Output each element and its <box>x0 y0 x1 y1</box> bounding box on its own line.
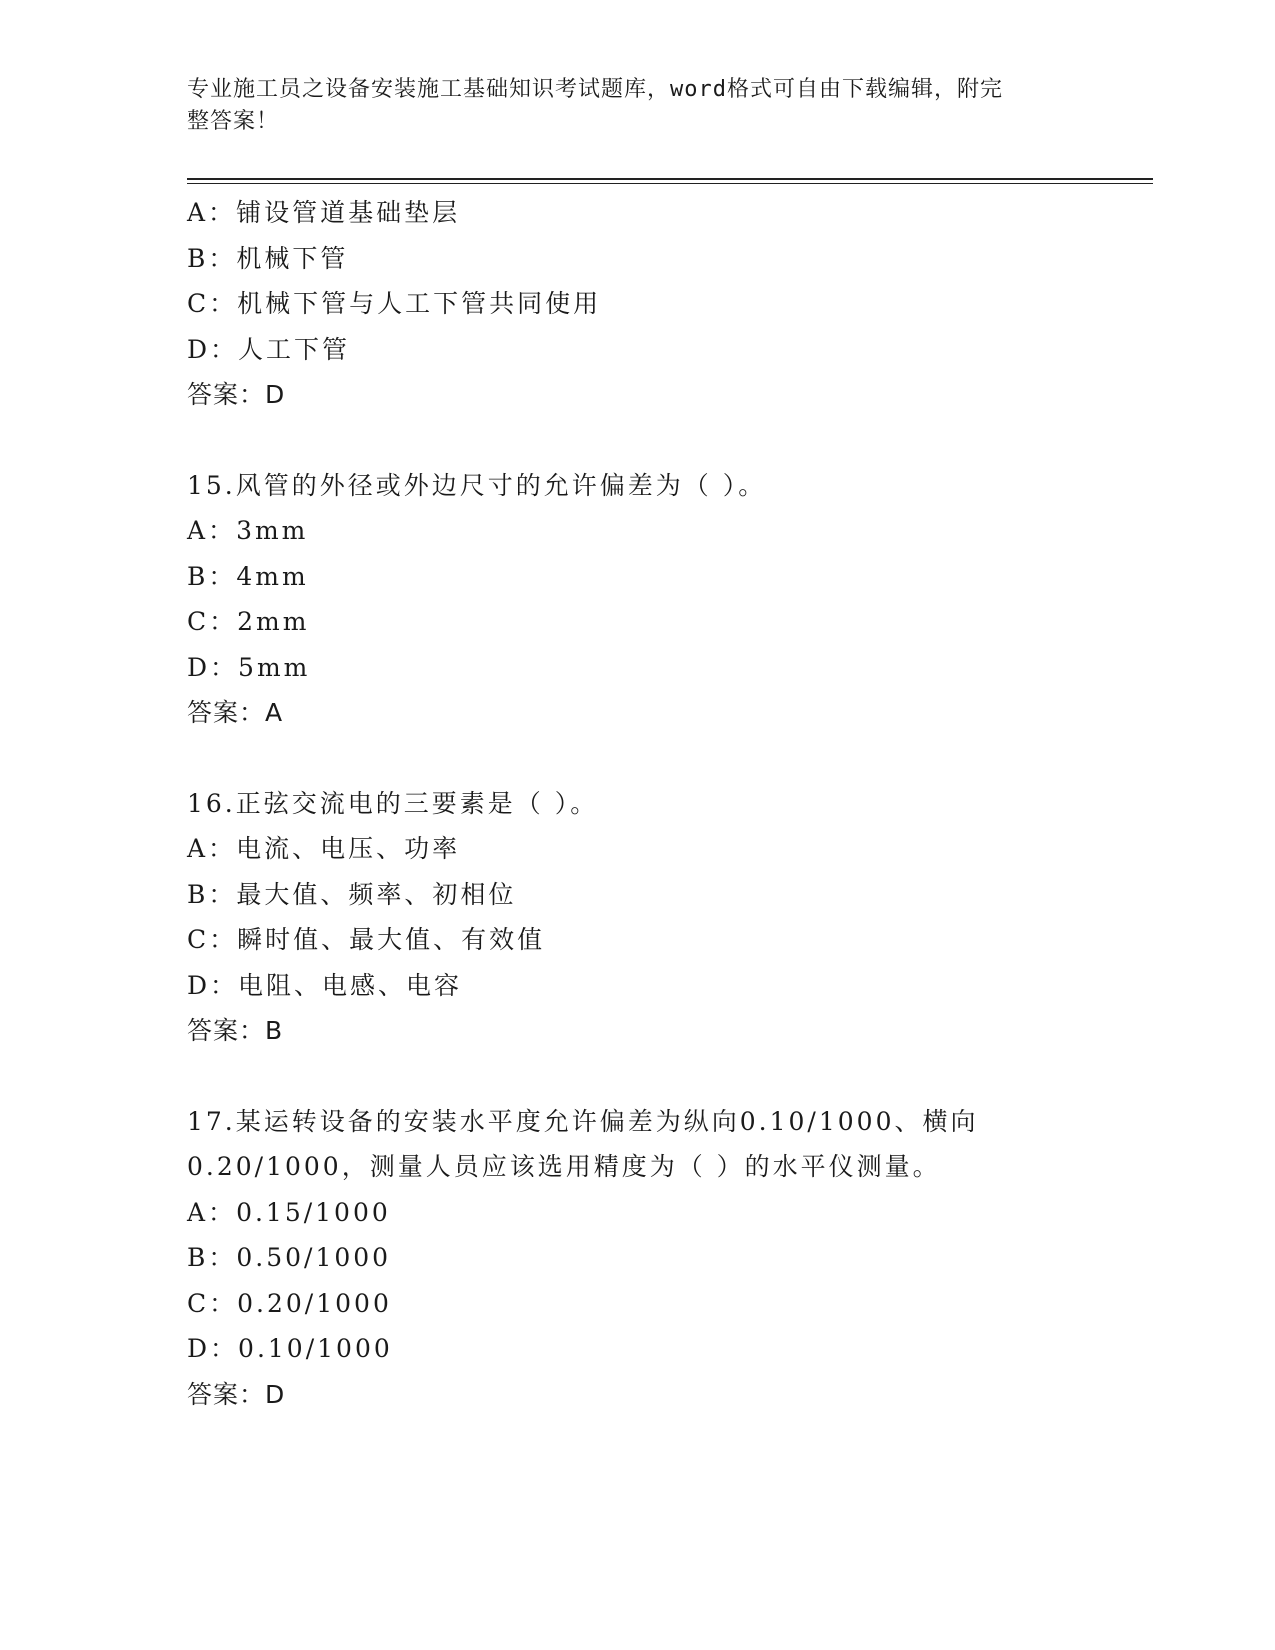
answer-value: D <box>265 1379 286 1409</box>
option-a <box>187 190 1147 236</box>
option-label: B： <box>187 879 237 909</box>
option-c <box>187 1281 1147 1327</box>
option-text: 0.15/1000 <box>236 1197 391 1227</box>
option-text: 5mm <box>238 652 311 682</box>
header-divider-thin <box>187 183 1153 184</box>
option-c <box>187 281 1147 327</box>
option-b <box>187 872 1147 918</box>
option-text: 机械下管与人工下管共同使用 <box>237 289 602 318</box>
answer-label: 答案： <box>187 380 266 409</box>
option-label: A： <box>187 834 237 863</box>
option-text: 0.50/1000 <box>236 1243 392 1272</box>
question-17 <box>187 1099 1147 1418</box>
option-text: 2mm <box>237 607 310 636</box>
option-c <box>187 599 1147 645</box>
option-label: B： <box>187 243 237 273</box>
answer-line <box>187 1008 1147 1054</box>
header-line-1: 专业施工员之设备安装施工基础知识考试题库，word格式可自由下载编辑，附完 <box>187 77 1003 102</box>
option-text: 人工下管 <box>238 334 351 364</box>
question-stem <box>187 1099 1147 1190</box>
answer-line <box>187 690 1147 736</box>
option-text: 机械下管 <box>236 243 349 273</box>
continued-question <box>187 190 1147 418</box>
option-text: 铺设管道基础垫层 <box>236 198 461 227</box>
answer-value: A <box>265 698 284 727</box>
option-label: C： <box>187 289 238 318</box>
question-15 <box>187 463 1147 736</box>
option-label: C： <box>187 925 238 954</box>
answer-label: 答案： <box>187 1379 266 1409</box>
option-label: D： <box>187 652 239 682</box>
option-text: 电流、电压、功率 <box>236 834 461 863</box>
option-label: D： <box>187 334 239 364</box>
option-label: A： <box>187 516 237 545</box>
option-text: 0.20/1000 <box>237 1288 392 1318</box>
option-label: D： <box>187 970 239 1000</box>
answer-line <box>187 1372 1147 1418</box>
question-list <box>187 190 1147 1417</box>
option-a <box>187 508 1147 554</box>
question-stem <box>187 781 1147 827</box>
option-d <box>187 645 1147 691</box>
stem-line: 16.正弦交流电的三要素是（ ）。 <box>187 788 599 818</box>
option-label: C： <box>187 1288 238 1318</box>
answer-label: 答案： <box>187 698 266 727</box>
option-c <box>187 917 1147 963</box>
option-label: C： <box>187 607 238 636</box>
stem-line: 17.某运转设备的安装水平度允许偏差为纵向0.10/1000、横向 <box>187 1106 979 1136</box>
option-a <box>187 826 1147 872</box>
option-b <box>187 554 1147 600</box>
option-d <box>187 1326 1147 1372</box>
document-header <box>187 74 1067 138</box>
question-stem <box>187 463 1147 509</box>
option-text: 瞬时值、最大值、有效值 <box>237 925 546 954</box>
header-line-2: 整答案！ <box>187 109 280 134</box>
option-b <box>187 236 1147 282</box>
option-d <box>187 963 1147 1009</box>
option-a <box>187 1190 1147 1236</box>
answer-value: D <box>265 380 286 409</box>
option-text: 0.10/1000 <box>238 1334 393 1363</box>
option-label: A： <box>187 1197 237 1227</box>
stem-line: 0.20/1000，测量人员应该选用精度为（ ）的水平仪测量。 <box>187 1152 941 1181</box>
option-b <box>187 1235 1147 1281</box>
stem-line: 15.风管的外径或外边尺寸的允许偏差为（ ）。 <box>187 470 767 500</box>
question-16 <box>187 781 1147 1054</box>
option-text: 3mm <box>236 516 309 545</box>
option-label: B： <box>187 1243 237 1272</box>
option-text: 4mm <box>236 561 309 591</box>
option-d <box>187 327 1147 373</box>
option-label: A： <box>187 198 237 227</box>
answer-line <box>187 372 1147 418</box>
option-label: D： <box>187 1334 239 1363</box>
answer-value: B <box>265 1016 284 1045</box>
answer-label: 答案： <box>187 1016 266 1045</box>
header-divider-thick <box>187 178 1153 180</box>
option-label: B： <box>187 561 237 591</box>
option-text: 最大值、频率、初相位 <box>236 879 517 909</box>
option-text: 电阻、电感、电容 <box>238 970 463 1000</box>
